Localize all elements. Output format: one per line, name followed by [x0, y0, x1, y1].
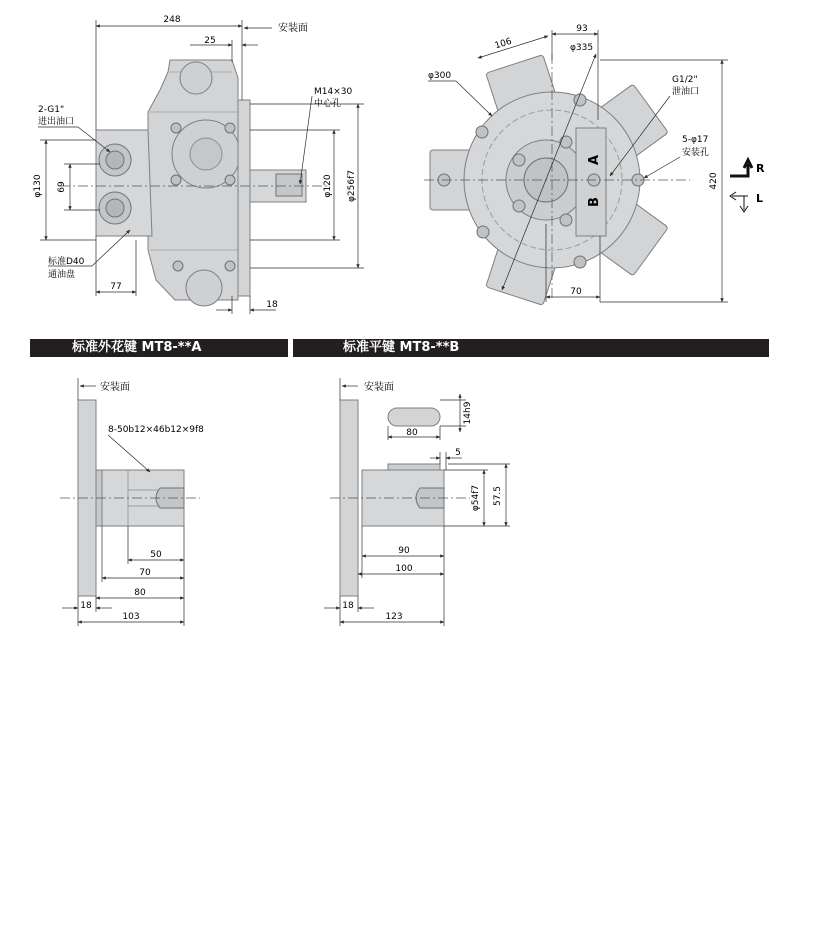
- mounting-face-b: 安装面: [364, 382, 394, 393]
- direction-r-label: R: [756, 162, 765, 175]
- dim-123-b: 123: [385, 612, 403, 622]
- dim-420: 420: [709, 172, 719, 190]
- rotation-r-arrow: [730, 160, 752, 176]
- dim-phi130: φ130: [33, 174, 43, 198]
- key-14h9: 14h9: [463, 401, 473, 425]
- mounting-flange: [238, 100, 250, 296]
- section-b-title: 标准平键 MT8-**B: [343, 340, 460, 355]
- hole-label-line1: 5-φ17: [682, 135, 709, 145]
- port-a-label: A: [587, 154, 602, 166]
- rotation-l-arrow: [730, 192, 748, 212]
- key-80: 80: [406, 428, 418, 438]
- bottom-cap: [186, 270, 222, 306]
- dim-106: 106: [493, 36, 514, 52]
- port-label-line2: 进出油口: [38, 117, 75, 127]
- dim-103-a: 103: [122, 612, 140, 622]
- thread-label-line1: M14×30: [314, 87, 353, 97]
- mounting-face-label: 安装面: [278, 23, 308, 34]
- top-cap: [180, 62, 212, 94]
- key-top-view: [388, 408, 440, 426]
- dim-25: 25: [204, 36, 216, 46]
- standard-d40-line2: 通油盘: [48, 270, 76, 280]
- standard-d40-line1: 标准D40: [48, 257, 85, 267]
- dim-57-5: 57.5: [493, 485, 503, 507]
- drain-label-line1: G1/2": [672, 75, 698, 85]
- thread-label-line2: 中心孔: [314, 99, 342, 109]
- drain-label-line2: 泄油口: [672, 87, 700, 97]
- dim-phi335: φ335: [570, 43, 594, 53]
- section-b-drawing: [324, 378, 510, 626]
- dim-100-b: 100: [395, 564, 413, 574]
- dim-77: 77: [110, 282, 122, 292]
- hole-label-line2: 安装孔: [682, 148, 710, 158]
- dim-50-a: 50: [150, 550, 162, 560]
- dim-5-b: 5: [455, 448, 461, 458]
- dim-70-front: 70: [570, 287, 582, 297]
- mounting-face-a: 安装面: [100, 382, 130, 393]
- dim-phi120: φ120: [323, 174, 333, 198]
- dim-phi300: φ300: [428, 71, 452, 81]
- dim-90-b: 90: [398, 546, 410, 556]
- dim-18-a: 18: [80, 601, 92, 611]
- section-a-title: 标准外花键 MT8-**A: [72, 340, 202, 355]
- dim-80-a: 80: [134, 588, 146, 598]
- side-view: [33, 15, 364, 314]
- section-a-drawing: [60, 378, 204, 626]
- direction-l-label: L: [756, 192, 764, 205]
- port-label-line1: 2-G1": [38, 105, 65, 115]
- dim-18-b: 18: [342, 601, 354, 611]
- dim-70-a: 70: [139, 568, 151, 578]
- dim-93: 93: [576, 24, 588, 34]
- front-view: [424, 24, 765, 305]
- dim-69: 69: [57, 181, 67, 193]
- dim-phi256: φ256f7: [347, 169, 357, 203]
- dim-18-top: 18: [266, 300, 278, 310]
- port-b-label: B: [587, 197, 602, 207]
- spline-spec: 8-50b12×46b12×9f8: [108, 425, 204, 435]
- dim-phi54: φ54f7: [471, 484, 481, 512]
- dim-248: 248: [163, 15, 181, 25]
